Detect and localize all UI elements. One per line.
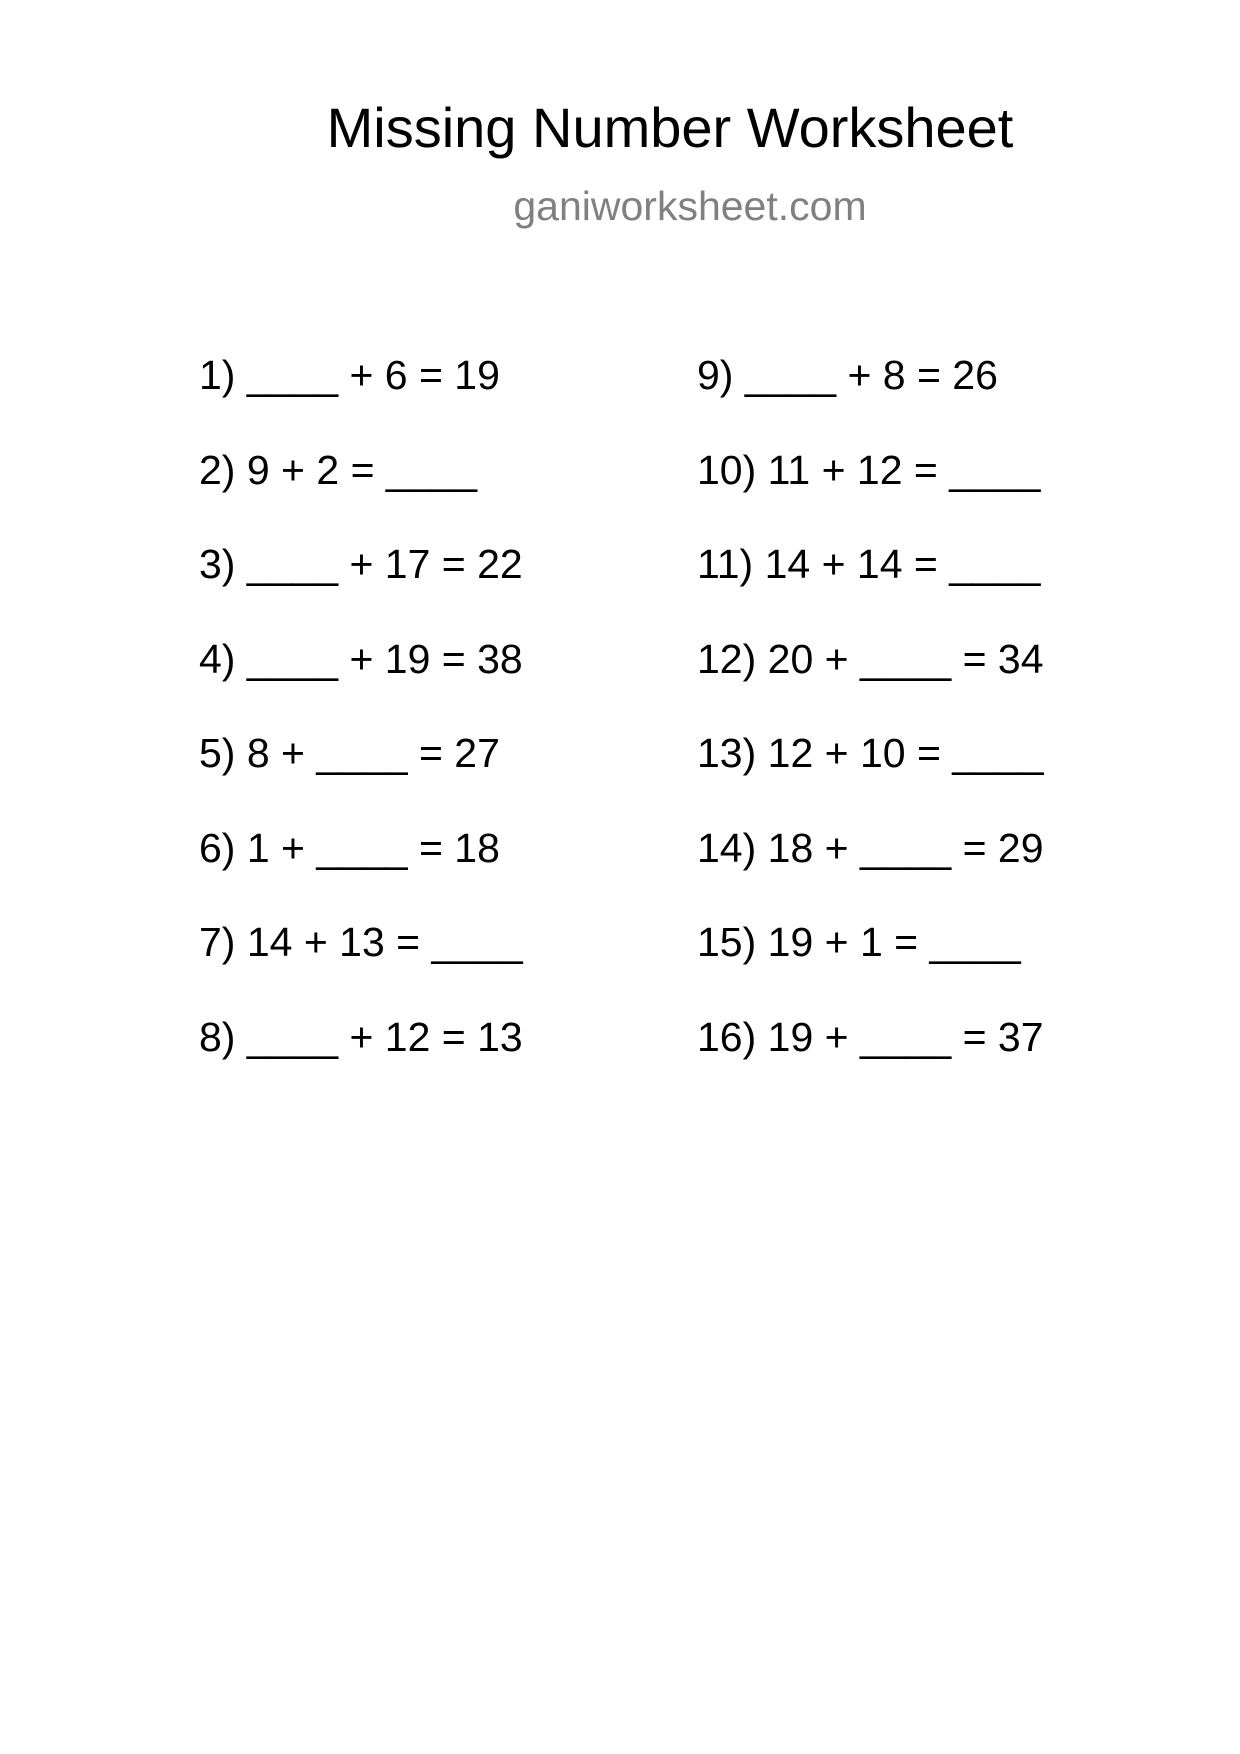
problem-column-left	[199, 350, 523, 1106]
problem-7: 7) 14 + 13 = ____	[199, 919, 523, 965]
problem-5: 5) 8 + ____ = 27	[199, 730, 500, 776]
problem-10: 10) 11 + 12 = ____	[697, 446, 1041, 493]
problem-3: 3) ____ + 17 = 22	[199, 541, 523, 587]
problem-16: 16) 19 + ____ = 37	[697, 1013, 1044, 1060]
problem-14: 14) 18 + ____ = 29	[697, 824, 1044, 871]
page-title: Missing Number Worksheet	[326, 96, 1014, 159]
problem-9: 9) ____ + 8 = 26	[697, 352, 998, 398]
problem-6: 6) 1 + ____ = 18	[199, 824, 500, 871]
problem-8: 8) ____ + 12 = 13	[199, 1013, 523, 1060]
problem-12: 12) 20 + ____ = 34	[697, 635, 1044, 682]
problem-13: 13) 12 + 10 = ____	[697, 730, 1044, 776]
problem-column-right	[697, 350, 1044, 1106]
problem-11: 11) 14 + 14 = ____	[697, 541, 1041, 587]
website-subtitle: ganiworksheet.com	[513, 183, 867, 229]
problem-1: 1) ____ + 6 = 19	[199, 352, 500, 398]
problem-15: 15) 19 + 1 = ____	[697, 919, 1021, 965]
problem-4: 4) ____ + 19 = 38	[199, 635, 523, 682]
problem-2: 2) 9 + 2 = ____	[199, 446, 478, 493]
